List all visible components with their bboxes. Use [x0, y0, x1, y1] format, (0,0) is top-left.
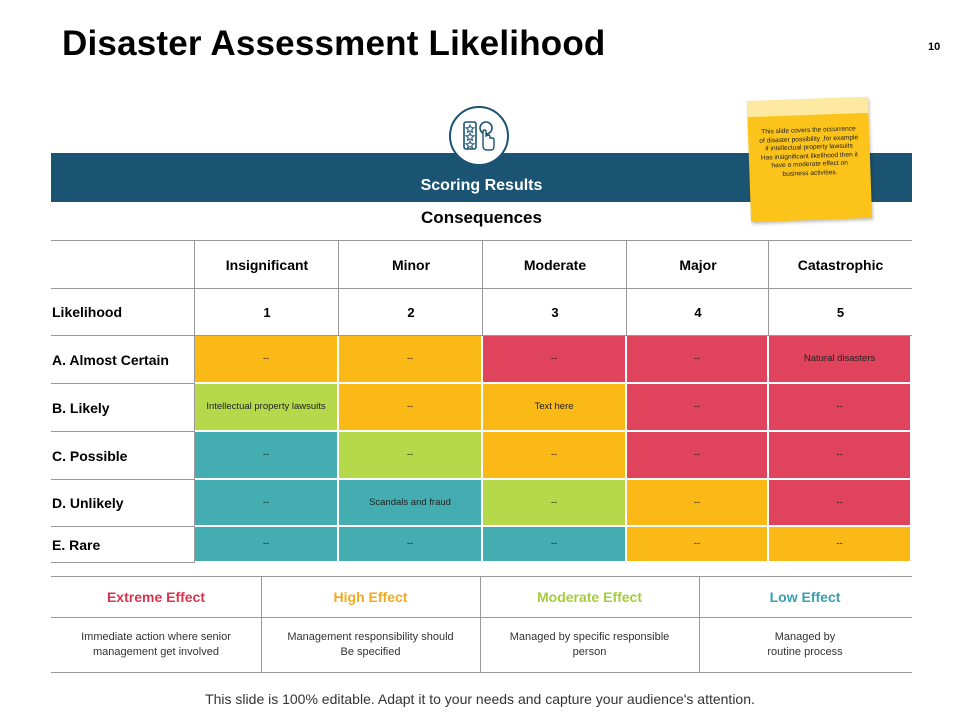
row-label: A. Almost Certain: [52, 351, 169, 368]
row-label: B. Likely: [52, 399, 110, 416]
consequences-label: Consequences: [421, 208, 542, 227]
risk-cell-moderate: Intellectual property lawsuits: [195, 384, 337, 430]
risk-cell-low: --: [483, 527, 625, 561]
risk-cell-extreme: --: [769, 480, 910, 525]
column-header-moderate: Moderate: [523, 256, 587, 273]
slide-title: Disaster Assessment Likelihood: [62, 24, 606, 63]
sticky-note: [747, 97, 872, 222]
grid-rule: [51, 562, 195, 563]
column-number: 2: [407, 304, 415, 320]
risk-cell-low: --: [195, 432, 337, 478]
risk-cell-high: --: [339, 336, 481, 382]
risk-cell-extreme: --: [769, 432, 910, 478]
column-number: 5: [836, 304, 845, 320]
legend-label-low: Low Effect: [769, 589, 841, 605]
risk-cell-high: --: [627, 480, 767, 525]
column-number: 1: [263, 304, 271, 320]
risk-cell-high: --: [195, 336, 337, 382]
legend-label-extreme: Extreme Effect: [106, 589, 206, 605]
risk-cell-high: --: [627, 527, 767, 561]
risk-cell-extreme: --: [627, 384, 767, 430]
column-number: 4: [694, 304, 702, 320]
risk-cell-moderate: --: [339, 432, 481, 478]
legend-label-high: High Effect: [333, 589, 408, 605]
risk-cell-low: --: [195, 527, 337, 561]
risk-cell-extreme: --: [769, 384, 910, 430]
banner-label: Scoring Results: [420, 177, 543, 194]
risk-cell-extreme: --: [627, 336, 767, 382]
row-label: E. Rare: [52, 536, 101, 553]
risk-cell-extreme: --: [483, 336, 625, 382]
risk-cell-low: --: [339, 527, 481, 561]
column-header-catastrophic: Catastrophic: [797, 256, 884, 273]
risk-cell-extreme: --: [627, 432, 767, 478]
risk-cell-extreme: Natural disasters: [769, 336, 910, 382]
rating-hand-icon: [449, 106, 509, 166]
risk-cell-high: --: [483, 432, 625, 478]
column-header-major: Major: [679, 256, 717, 273]
risk-cell-low: --: [195, 480, 337, 525]
footer-note: This slide is 100% editable. Adapt it to your needs and capture your audience's attention.: [205, 691, 755, 707]
risk-cell-low: Scandals and fraud: [339, 480, 481, 525]
risk-cell-high: Text here: [483, 384, 625, 430]
row-label: C. Possible: [52, 447, 128, 464]
risk-cell-moderate: --: [483, 480, 625, 525]
legend-description-low: Managed by routine process: [767, 631, 843, 658]
column-header-minor: Minor: [391, 256, 431, 273]
legend-description-high: Management responsibility should Be specified: [287, 631, 454, 658]
page-number: 10: [928, 41, 941, 53]
legend-rule: [51, 672, 912, 673]
column-header-insignificant: Insignificant: [225, 256, 309, 273]
column-number: 3: [551, 304, 559, 320]
risk-cell-high: --: [339, 384, 481, 430]
row-label: D. Unlikely: [52, 495, 124, 511]
sticky-note-tape: [747, 97, 868, 117]
legend-description-extreme: Immediate action where senior management get involved: [81, 631, 231, 658]
likelihood-label: Likelihood: [52, 304, 122, 320]
legend-description-moderate: Managed by specific responsible person: [509, 631, 670, 658]
sticky-note-text: This slide covers the occurrence of disaster possibility ,for example if intellectual property lawsuits Has insignificant likelihood then it have a moderate effect on business activities.: [759, 125, 859, 178]
legend-label-moderate: Moderate Effect: [536, 589, 643, 605]
risk-cell-high: --: [769, 527, 910, 561]
